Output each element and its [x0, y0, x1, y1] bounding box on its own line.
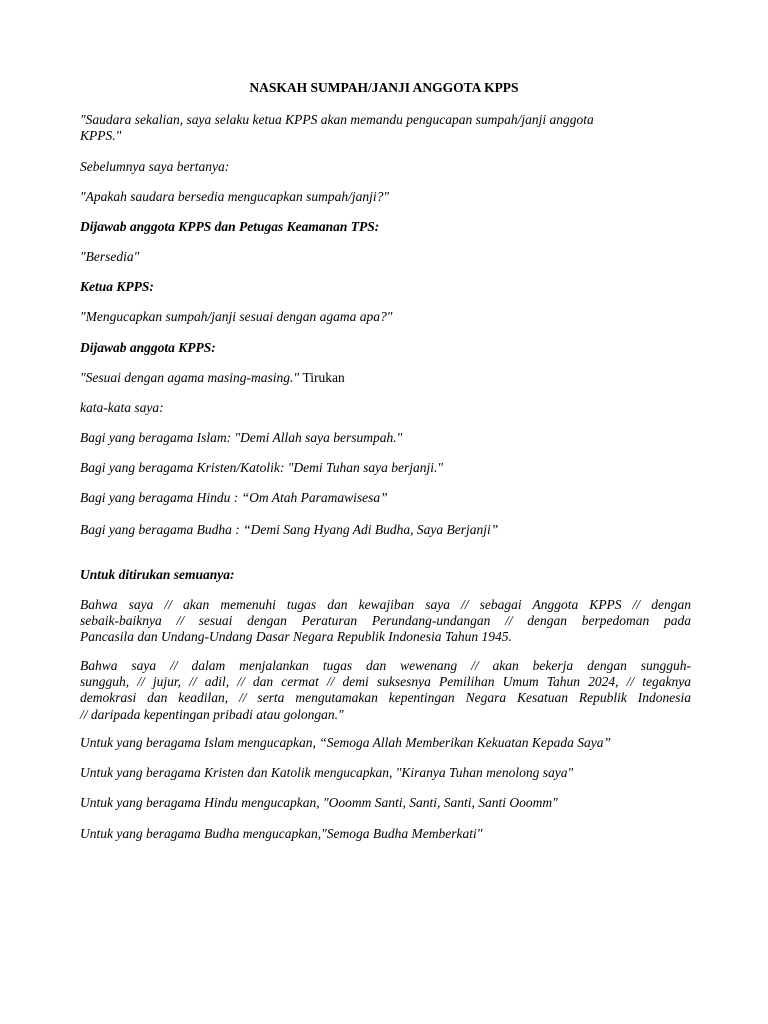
paragraph-2-line: sungguh, // jujur, // adil, // dan cermat // demi suksesnya Pemilihan Umum Tahun 2024, // tegaknya: [80, 674, 691, 690]
intro-line-2: KPPS.": [80, 128, 122, 143]
repeat-instruction: Tirukan: [302, 370, 345, 385]
oath-kristen: Bagi yang beragama Kristen/Katolik: "Demi Tuhan saya berjanji.": [80, 460, 444, 475]
paragraph-1-line: Bahwa saya // akan memenuhi tugas dan kewajiban saya // sebagai Anggota KPPS // dengan: [80, 597, 691, 612]
oath-hindu: Bagi yang beragama Hindu : “Om Atah Paramawisesa”: [80, 490, 388, 505]
chair-label: Ketua KPPS:: [80, 279, 154, 294]
closing-kristen: Untuk yang beragama Kristen dan Katolik mengucapkan, "Kiranya Tuhan menolong saya": [80, 765, 574, 780]
paragraph-2-line: // daripada kepentingan pribadi atau golongan.": [80, 706, 344, 722]
paragraph-2-line: Bahwa saya // dalam menjalankan tugas dan wewenang // akan bekerja dengan sungguh-: [80, 658, 691, 673]
closing-hindu: Untuk yang beragama Hindu mengucapkan, "Ooomm Santi, Santi, Santi, Santi Ooomm": [80, 795, 558, 810]
document-title: NASKAH SUMPAH/JANJI ANGGOTA KPPS: [249, 80, 519, 95]
oath-islam: Bagi yang beragama Islam: "Demi Allah saya bersumpah.": [80, 430, 403, 445]
paragraph-1-line: Pancasila dan Undang-Undang Dasar Negara Republik Indonesia Tahun 1945.: [80, 629, 512, 645]
repeat-all-label: Untuk ditirukan semuanya:: [80, 567, 235, 582]
question-willingness: "Apakah saudara bersedia mengucapkan sumpah/janji?": [80, 189, 390, 204]
oath-paragraph-1: [80, 597, 691, 646]
paragraph-2-line: demokrasi dan keadilan, // serta mengutamakan kepentingan Negara Kesatuan Republik Indonesia: [80, 690, 691, 706]
answer-label-members-security: Dijawab anggota KPPS dan Petugas Keamanan TPS:: [80, 219, 380, 234]
question-religion: "Mengucapkan sumpah/janji sesuai dengan agama apa?": [80, 309, 393, 324]
closing-islam: Untuk yang beragama Islam mengucapkan, “Semoga Allah Memberikan Kekuatan Kepada Saya”: [80, 735, 612, 750]
repeat-words-text: kata-kata saya:: [80, 400, 164, 415]
closing-budha: Untuk yang beragama Budha mengucapkan,"Semoga Budha Memberkati": [80, 826, 483, 841]
before-ask-text: Sebelumnya saya bertanya:: [80, 159, 230, 174]
answer-label-members: Dijawab anggota KPPS:: [80, 340, 216, 355]
answer-religion-line: [80, 370, 345, 386]
paragraph-1-line: sebaik-baiknya // sesuai dengan Peraturan Perundang-undangan // dengan berpedoman pada: [80, 613, 691, 629]
oath-paragraph-2: [80, 658, 691, 723]
answer-religion: "Sesuai dengan agama masing-masing.": [80, 370, 300, 385]
answer-willing: "Bersedia": [80, 249, 140, 264]
oath-budha: Bagi yang beragama Budha : “Demi Sang Hyang Adi Budha, Saya Berjanji”: [80, 522, 499, 537]
intro-line-1: "Saudara sekalian, saya selaku ketua KPPS akan memandu pengucapan sumpah/janji anggota: [80, 112, 594, 127]
